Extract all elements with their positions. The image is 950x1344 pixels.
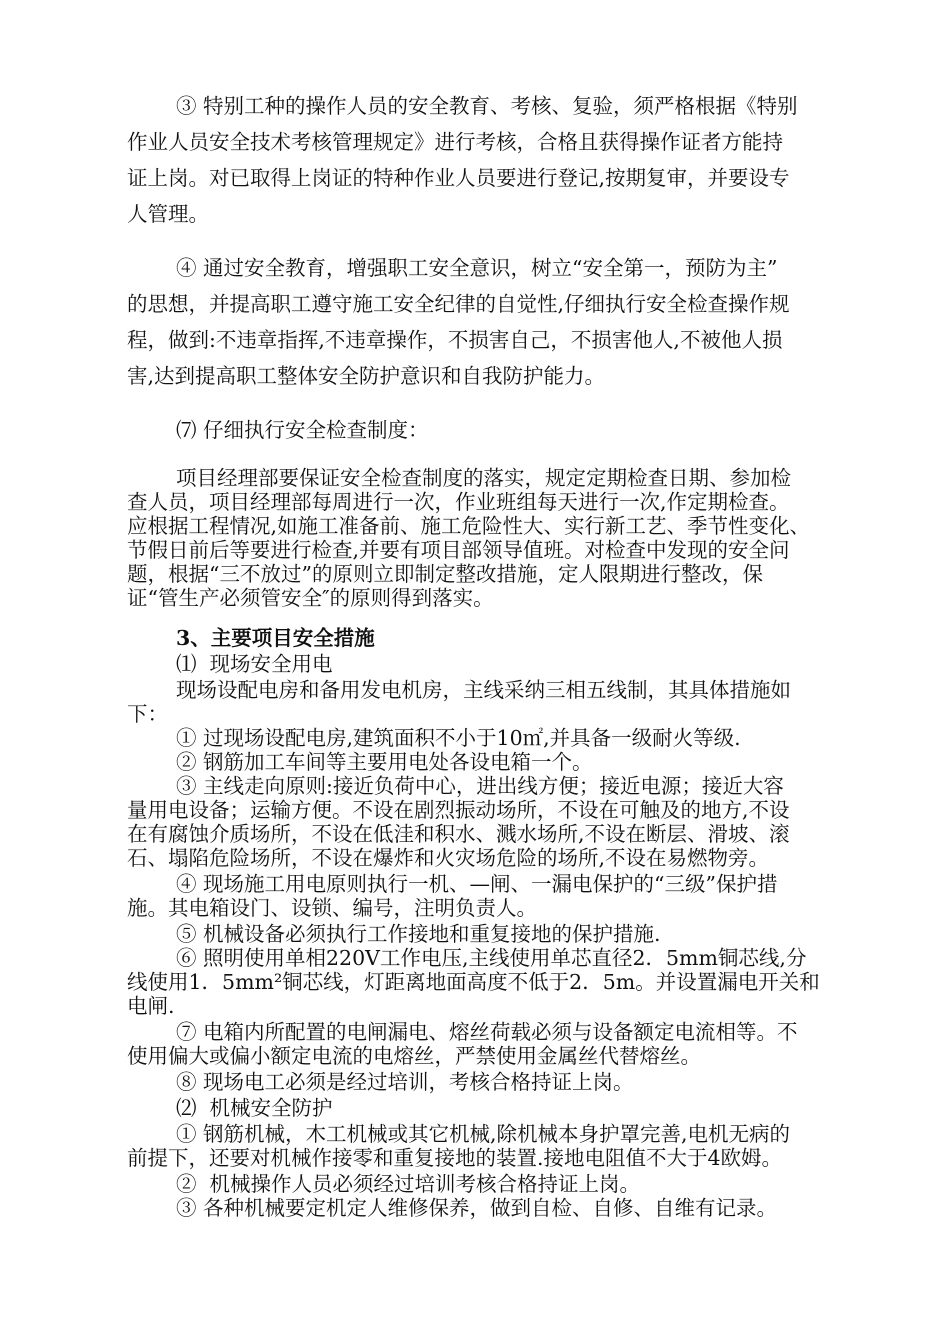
text-line: 害,达到提高职工整体安全防护意识和自我防护能力。 bbox=[127, 364, 606, 388]
text-line: 节假日前后等要进行检查,并要有项目部领导值班。对检查中发现的安全问 bbox=[127, 538, 790, 562]
text-line: 下： bbox=[127, 702, 168, 726]
text-line: 量用电设备；运输方便。不设在剧烈振动场所，不设在可触及的地方,不设 bbox=[127, 798, 790, 822]
text-line: ⑴ 现场安全用电 bbox=[176, 652, 333, 676]
text-line: 项目经理部要保证安全检查制度的落实，规定定期检查日期、参加检 bbox=[176, 466, 791, 490]
text-line: 人管理。 bbox=[127, 202, 209, 226]
text-line: 作业人员安全技术考核管理规定》进行考核，合格且获得操作证者方能持 bbox=[127, 130, 783, 154]
text-line: 前提下，还要对机械作接零和重复接地的装置.接地电阻值不大于4欧姆。 bbox=[127, 1146, 783, 1170]
text-line: ① 钢筋机械，木工机械或其它机械,除机械本身护罩完善,电机无病的 bbox=[176, 1122, 791, 1146]
text-line: ② 机械操作人员必须经过培训考核合格持证上岗。 bbox=[176, 1172, 641, 1196]
text-line: ⑥ 照明使用单相220V工作电压,主线使用单芯直径2．5mm铜芯线,分 bbox=[176, 946, 807, 970]
text-line: ④ 现场施工用电原则执行一机、—闸、一漏电保护的“三级”保护措 bbox=[176, 872, 778, 896]
text-line: 石、塌陷危险场所，不设在爆炸和火灾场危险的场所,不设在易燃物旁。 bbox=[127, 846, 770, 870]
text-line: ④ 通过安全教育，增强职工安全意识，树立“安全第一，预防为主” bbox=[176, 256, 778, 280]
text-line: ③ 各种机械要定机定人维修保养，做到自检、自修、自维有记录。 bbox=[176, 1196, 778, 1220]
text-line: ⑧ 现场电工必须是经过培训，考核合格持证上岗。 bbox=[176, 1070, 634, 1094]
text-line: ⑵ 机械安全防护 bbox=[176, 1096, 333, 1120]
text-line: 施。其电箱设门、设锁、编号，注明负责人。 bbox=[127, 896, 537, 920]
text-line: 使用偏大或偏小额定电流的电熔丝，严禁使用金属丝代替熔丝。 bbox=[127, 1044, 701, 1068]
text-line: 题，根据“三不放过”的原则立即制定整改措施，定人限期进行整改，保 bbox=[127, 562, 763, 586]
text-line: 现场设配电房和备用发电机房，主线采纳三相五线制，其具体措施如 bbox=[176, 678, 791, 702]
text-line: 的思想，并提高职工遵守施工安全纪律的自觉性,仔细执行安全检查操作规 bbox=[127, 292, 790, 316]
text-line: 在有腐蚀介质场所，不设在低洼和积水、溅水场所,不设在断层、滑坡、滚 bbox=[127, 822, 790, 846]
text-line: 应根据工程情况,如施工准备前、施工危险性大、实行新工艺、季节性变化、 bbox=[127, 514, 811, 538]
section-heading: 3、主要项目安全措施 bbox=[176, 626, 375, 650]
text-line: ② 钢筋加工车间等主要用电处各设电箱一个。 bbox=[176, 750, 593, 774]
subheading-safety-inspection: ⑺ 仔细执行安全检查制度： bbox=[176, 418, 429, 442]
text-line: 证上岗。对已取得上岗证的特种作业人员要进行登记,按期复审，并要设专 bbox=[127, 166, 790, 190]
text-line: 查人员，项目经理部每周进行一次，作业班组每天进行一次,作定期检查。 bbox=[127, 490, 790, 514]
text-line: ⑦ 电箱内所配置的电闸漏电、熔丝荷载必须与设备额定电流相等。不 bbox=[176, 1020, 798, 1044]
text-line: 线使用1．5mm²铜芯线，灯距离地面高度不低于2．5m。并设置漏电开关和 bbox=[127, 970, 820, 994]
text-line: 电闸. bbox=[127, 994, 175, 1018]
text-line: 证“管生产必须管安全″的原则得到落实。 bbox=[127, 586, 494, 610]
text-line: ① 过现场设配电房,建筑面积不小于10㎡,并具备一级耐火等级. bbox=[176, 726, 741, 750]
text-line: ③ 特别工种的操作人员的安全教育、考核、复验，须严格根据《特别 bbox=[176, 94, 798, 118]
text-line: ⑤ 机械设备必须执行工作接地和重复接地的保护措施. bbox=[176, 922, 661, 946]
text-line: 程，做到:不违章指挥,不违章操作，不损害自己，不损害他人,不被他人损 bbox=[127, 328, 783, 352]
text-line: ③ 主线走向原则:接近负荷中心，进出线方便；接近电源；接近大容 bbox=[176, 774, 784, 798]
